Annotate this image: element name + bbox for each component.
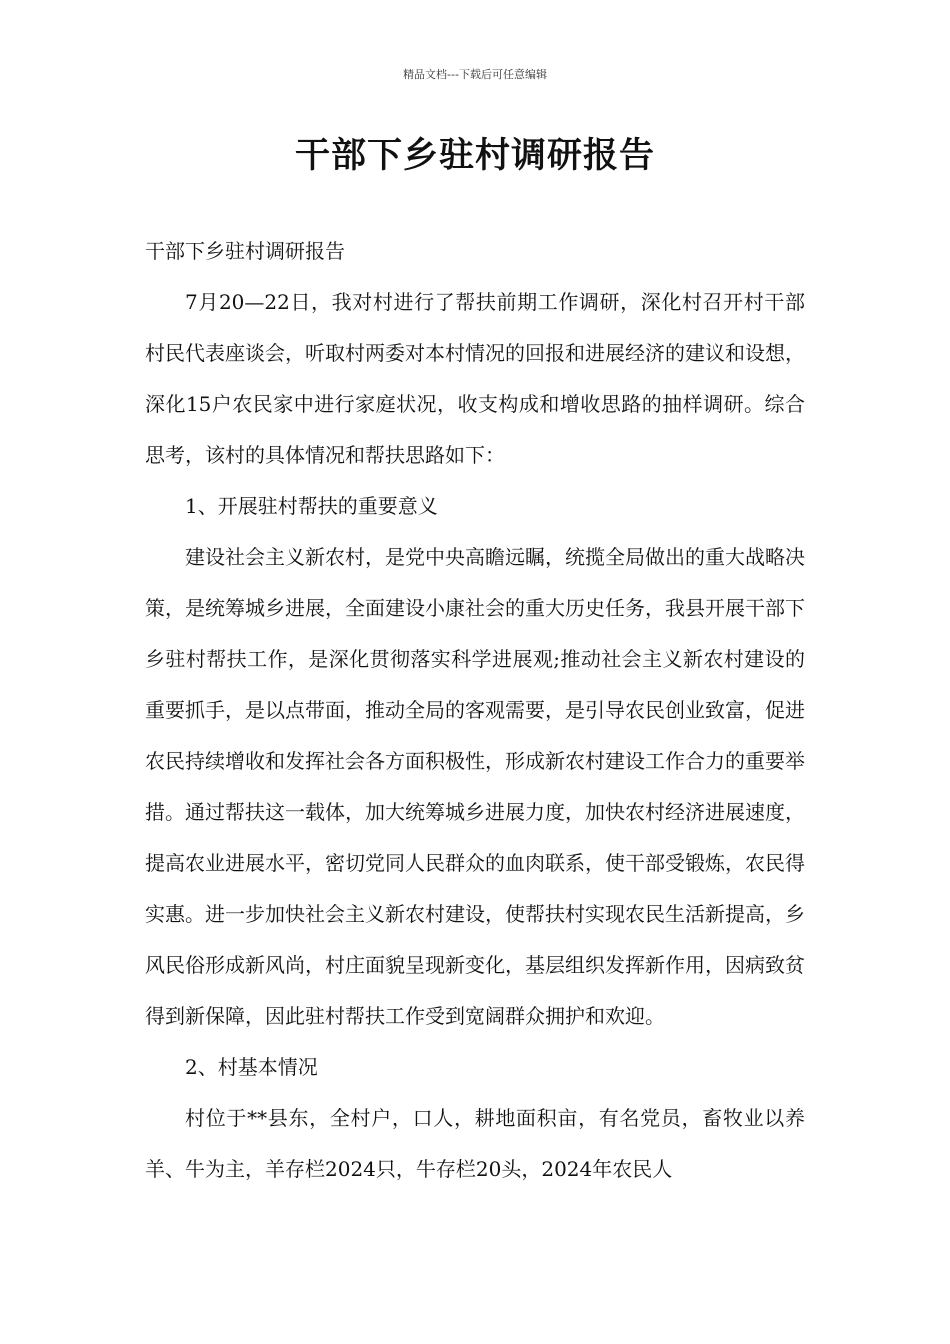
- section-heading-2: 2、村基本情况: [185, 1055, 318, 1079]
- paragraph-significance: 建设社会主义新农村，是党中央高瞻远瞩，统揽全局做出的重大战略决策，是统筹城乡进展，全面建设小康社会的重大历史任务，我县开展干部下乡驻村帮扶工作，是深化贯彻落实科学进展观;推动社会主义新农村建设的重要抓手，是以点带面，推动全局的客观需要，是引导农民创业致富，促进农民持续增收和发挥社会各方面积极性，形成新农村建设工作合力的重要举措。通过帮扶这一载体，加大统筹城乡进展力度，加快农村经济进展速度，提高农业进展水平，密切党同人民群众的血肉联系，使干部受锻炼，农民得实惠。进一步加快社会主义新农村建设，使帮扶村实现农民生活新提高，乡风民俗形成新风尚，村庄面貌呈现新变化，基层组织发挥新作用，因病致贫得到新保障，因此驻村帮扶工作受到宽阔群众拥护和欢迎。: [145, 545, 805, 1028]
- paragraph-village-info: 村位于**县东，全村户，口人，耕地面积亩，有名党员，畜牧业以养羊、牛为主，羊存栏2024只，牛存栏20头，2024年农民人: [145, 1106, 805, 1181]
- section-heading-1: 1、开展驻村帮扶的重要意义: [185, 494, 438, 518]
- page-header-note: 精品文档---下载后可任意编辑: [403, 68, 547, 81]
- paragraph-intro: 7月20—22日，我对村进行了帮扶前期工作调研，深化村召开村干部村民代表座谈会，听取村两委对本村情况的回报和进展经济的建议和设想，深化15户农民家中进行家庭状况，收支构成和增收思路的抽样调研。综合思考，该村的具体情况和帮扶思路如下：: [145, 290, 805, 467]
- document-title: 干部下乡驻村调研报告: [294, 136, 655, 176]
- body-subtitle: 干部下乡驻村调研报告: [145, 239, 345, 263]
- document-body: [145, 226, 805, 1195]
